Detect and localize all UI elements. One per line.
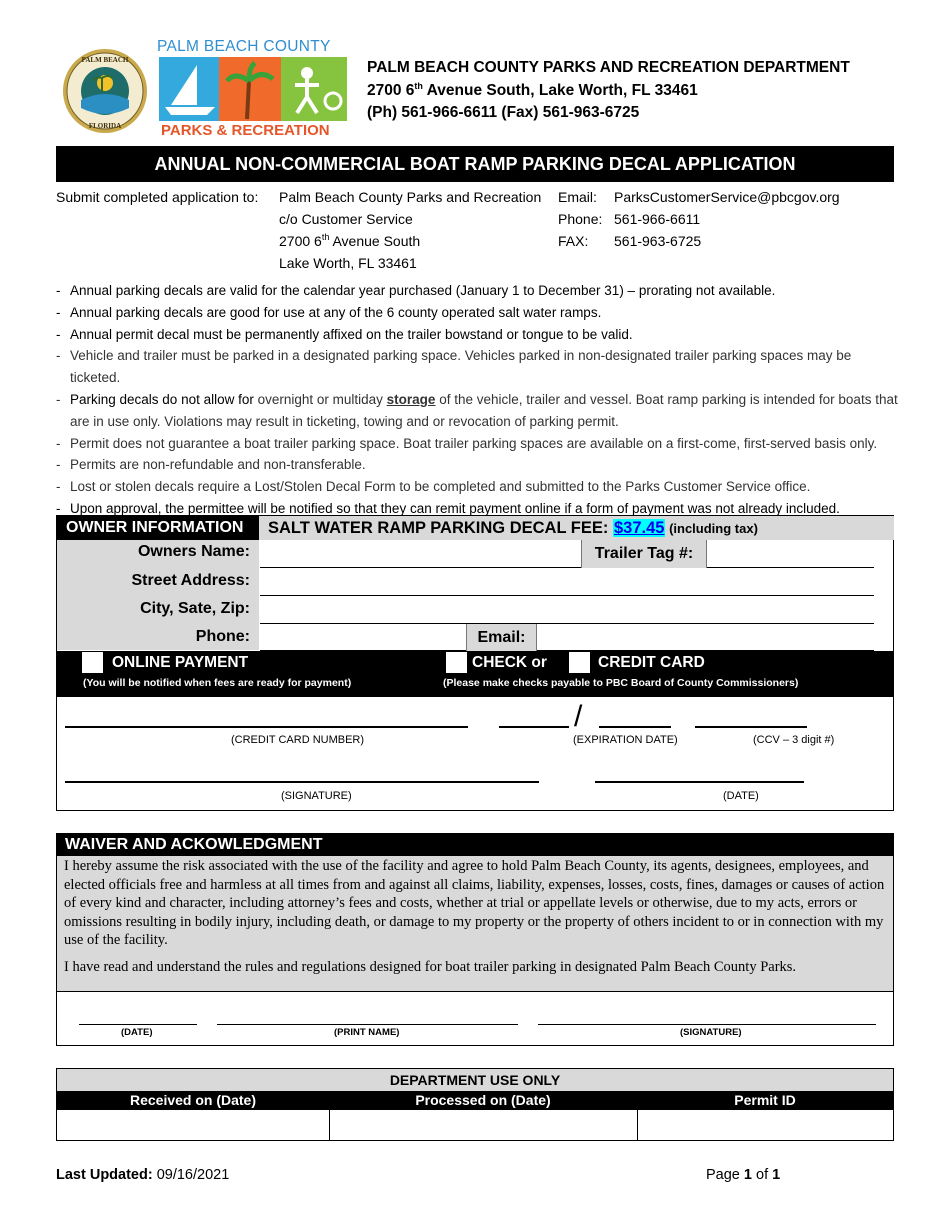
- fee-amount: $37.45: [613, 519, 665, 537]
- decal-fee: SALT WATER RAMP PARKING DECAL FEE: $37.45 (including tax): [259, 516, 894, 540]
- received-on-header: Received on (Date): [129, 1092, 257, 1108]
- org-name: PALM BEACH COUNTY PARKS AND RECREATION DEPARTMENT: [367, 59, 850, 76]
- brand-top-text: PALM BEACH COUNTY: [157, 38, 331, 55]
- waiver-signature-label: (SIGNATURE): [680, 1027, 742, 1038]
- department-use-table: [56, 1068, 894, 1141]
- exp-month-field[interactable]: [499, 726, 569, 728]
- check-payable-note: (Please make checks payable to PBC Board of County Commissioners): [443, 677, 799, 689]
- rule-item-storage: - Parking decals do not allow for overnight or multiday storage of the vehicle, trailer and vessel. Boat ramp parking is intended for boats that are in use only. Violations may result in ticketing, towing and or revocation of parking permit.: [56, 389, 904, 433]
- owner-info-header: OWNER INFORMATION: [57, 516, 259, 540]
- rule-item: - Upon approval, the permittee will be notified so that they can remit payment online if a form of payment was not already included.: [56, 498, 904, 520]
- waiver-text: [56, 856, 894, 992]
- rule-item: - Permits are non-refundable and non-transferable.: [56, 454, 904, 476]
- payment-date-field[interactable]: [595, 781, 804, 783]
- street-address-label: Street Address:: [131, 572, 250, 589]
- waiver-signature-field[interactable]: [538, 1024, 876, 1025]
- print-name-field[interactable]: [217, 1024, 518, 1025]
- column-divider: [329, 1110, 330, 1141]
- svg-text:PALM BEACH: PALM BEACH: [81, 56, 129, 64]
- contact-fax: 561-963-6725: [614, 233, 702, 249]
- contact-email: ParksCustomerService@pbcgov.org: [614, 189, 840, 205]
- page-number: Page 1 of 1: [706, 1167, 781, 1183]
- county-seal-logo: [62, 48, 148, 134]
- ccv-label: (CCV – 3 digit #): [753, 734, 835, 746]
- rule-item: - Permit does not guarantee a boat trailer parking space. Boat trailer parking spaces are available on a first-come, first-served basis only.: [56, 433, 904, 455]
- waiver-paragraph: I hereby assume the risk associated with the use of the facility and agree to hold Palm Beach County, its agents, designees, employees, and elected officials free and harmless at all times from and against all claims, liability, expenses, losses, costs, fines, damages or causes of action of every kind and character, including attorney’s fees and costs, whether at trial or appellate levels or otherwise, due to my acts, errors or omissions resulting in bodily injury, including death, or damage to my property or the property of others incident to or in connection with my use of the facility.: [64, 858, 885, 948]
- rule-item: - Annual permit decal must be permanently affixed on the trailer bowstand or tongue to be valid.: [56, 324, 904, 346]
- card-number-field[interactable]: [65, 726, 468, 728]
- waiver-paragraph: I have read and understand the rules and regulations designed for boat trailer parking in designated Palm Beach County Parks.: [64, 958, 797, 975]
- contact-phone: 561-966-6611: [614, 211, 701, 227]
- contact-values: [614, 186, 840, 252]
- org-address: 2700 6th Avenue South, Lake Worth, FL 33461: [367, 80, 698, 99]
- submit-label: Submit completed application to:: [56, 189, 259, 205]
- trailer-tag-field[interactable]: [707, 567, 874, 568]
- card-number-label: (CREDIT CARD NUMBER): [231, 734, 365, 746]
- rule-item: - Annual parking decals are valid for the calendar year purchased (January 1 to December 31) – prorating not available.: [56, 280, 904, 302]
- rule-item: - Lost or stolen decals require a Lost/Stolen Decal Form to be completed and submitted to the Parks Customer Service office.: [56, 476, 904, 498]
- city-state-zip-label: City, Sate, Zip:: [140, 600, 250, 617]
- permit-id-header: Permit ID: [734, 1092, 796, 1108]
- owners-name-field[interactable]: [260, 567, 581, 568]
- brand-bottom-text: PARKS & RECREATION: [161, 122, 330, 139]
- credit-card-checkbox[interactable]: [569, 652, 590, 673]
- processed-on-header: Processed on (Date): [415, 1092, 551, 1108]
- owner-info-section: [56, 515, 894, 811]
- payment-date-label: (DATE): [723, 790, 759, 802]
- waiver-date-field[interactable]: [79, 1024, 197, 1025]
- online-payment-checkbox[interactable]: [82, 652, 103, 673]
- dept-column-headers: [57, 1091, 893, 1110]
- waiver-header: WAIVER AND ACKOWLEDGMENT: [56, 833, 894, 856]
- waiver-date-label: (DATE): [121, 1027, 153, 1038]
- online-payment-note: (You will be notified when fees are ready for payment): [83, 677, 352, 689]
- rules-list: [56, 280, 904, 520]
- exp-slash: /: [574, 700, 583, 733]
- payment-signature-field[interactable]: [65, 781, 539, 783]
- print-name-label: (PRINT NAME): [334, 1027, 400, 1038]
- parks-recreation-logo: [157, 38, 349, 142]
- check-checkbox[interactable]: [446, 652, 467, 673]
- expiration-label: (EXPIRATION DATE): [573, 734, 678, 746]
- parks-activities-icon: [157, 57, 349, 121]
- owners-name-label: Owners Name:: [137, 543, 250, 560]
- check-label: CHECK or: [472, 654, 547, 671]
- column-divider: [637, 1110, 638, 1141]
- rule-item: - Annual parking decals are good for use at any of the 6 county operated salt water ramps.: [56, 302, 904, 324]
- payment-signature-label: (SIGNATURE): [281, 790, 352, 802]
- payment-method-bar: [57, 651, 893, 697]
- exp-year-field[interactable]: [599, 726, 671, 728]
- phone-label: Phone:: [195, 628, 250, 645]
- contact-labels: Email: Phone: FAX:: [558, 189, 603, 249]
- submit-address: Palm Beach County Parks and Recreation c/o Customer Service 2700 6th Avenue South Lake Worth, FL 33461: [279, 189, 542, 271]
- last-updated: Last Updated: 09/16/2021: [56, 1167, 230, 1183]
- online-payment-label: ONLINE PAYMENT: [112, 654, 249, 671]
- svg-text:FLORIDA: FLORIDA: [88, 122, 122, 130]
- email-label: Email:: [466, 624, 537, 651]
- rule-item: - Vehicle and trailer must be parked in a designated parking space. Vehicles parked in non-designated trailer parking spaces may be ticketed.: [56, 345, 904, 389]
- form-title: ANNUAL NON-COMMERCIAL BOAT RAMP PARKING DECAL APPLICATION: [56, 146, 894, 182]
- city-state-zip-field[interactable]: [260, 623, 874, 624]
- org-contact-block: [367, 57, 850, 125]
- credit-card-label: CREDIT CARD: [598, 654, 705, 671]
- dept-header: DEPARTMENT USE ONLY: [57, 1069, 893, 1091]
- org-phone-fax: (Ph) 561-966-6611 (Fax) 561-963-6725: [367, 104, 640, 121]
- ccv-field[interactable]: [695, 726, 807, 728]
- street-address-field[interactable]: [260, 595, 874, 596]
- waiver-signature-box: [56, 991, 894, 1046]
- trailer-tag-label: Trailer Tag #:: [581, 540, 707, 568]
